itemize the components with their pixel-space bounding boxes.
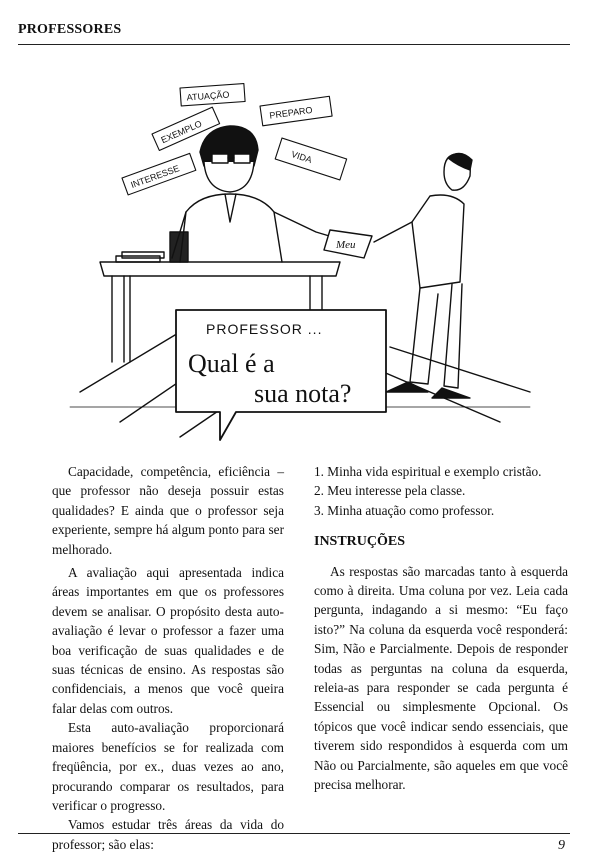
paragraph: A avaliação aqui apresentada indica áreas importantes em que os professores devem se analisar. O propósito desta auto-avaliação é levar o professor a fazer uma boa verificação de suas qualidades e de suas técnicas de ensino. As respostas são confidenciais, a menos que você queira falar delas com outros. [52, 565, 284, 716]
illustration [60, 62, 540, 462]
svg-text:INTERESSE: INTERESSE [129, 163, 181, 191]
paragraph: Esta auto-avaliação proporcionará maiores benefícios se for realizada com freqüência, por ex., duas vezes ao ano, procurando comparar os resultados, para verificar o progresso. [52, 720, 284, 813]
paragraph: Capacidade, competência, eficiência – que professor não deseja possuir estas qualidades? E ainda que o professor seja experiente, sempre há algum ponto para ser melhorado. [52, 464, 284, 557]
speech-bubble [176, 310, 386, 440]
svg-text:EXEMPLO: EXEMPLO [159, 118, 204, 146]
seated-teacher [172, 126, 336, 262]
section-heading: INSTRUÇÕES [314, 534, 406, 550]
areas-list [314, 462, 568, 520]
standing-man [374, 153, 472, 398]
svg-text:ATUAÇÃO: ATUAÇÃO [186, 89, 230, 103]
left-column [52, 462, 284, 854]
svg-text:VIDA: VIDA [290, 148, 314, 165]
page-number: 9 [558, 838, 565, 853]
paragraph: Vamos estudar três áreas da vida do professor; são elas: [52, 817, 284, 852]
footer-rule [18, 833, 570, 834]
svg-text:PROFESSOR ...: PROFESSOR ... [206, 321, 323, 337]
list-item: 3. Minha atuação como professor. [314, 502, 495, 518]
svg-text:PREPARO: PREPARO [268, 104, 314, 121]
paragraph: As respostas são marcadas tanto à esquerda como à direita. Uma coluna por vez. Leia cada pergunta, indagando a si mesmo: “Eu faço isto?” Na coluna da esquerda você responderá: Sim, Não e Parcialmente. Depois de responder todas as perguntas na coluna da esquerda, releia-as para responder se cada pergunta é Essencial ou simplesmente Opcional. Os tópicos que você indicar sendo essenciais, que tiverem sido respondidos à esquerda com um Não ou Parcialmente, são aqueles em que você precisa melhorar. [314, 563, 568, 793]
svg-text:Qual é a: Qual é a [188, 349, 275, 378]
list-item: 1. Minha vida espiritual e exemplo cristão. [314, 464, 542, 479]
running-header: PROFESSORES [18, 22, 122, 37]
list-item: 2. Meu interesse pela classe. [314, 483, 466, 499]
right-column [314, 462, 568, 795]
svg-text:sua nota?: sua nota? [254, 379, 352, 408]
header-rule [18, 44, 570, 45]
svg-text:Meu: Meu [336, 239, 356, 251]
paper [324, 230, 372, 258]
